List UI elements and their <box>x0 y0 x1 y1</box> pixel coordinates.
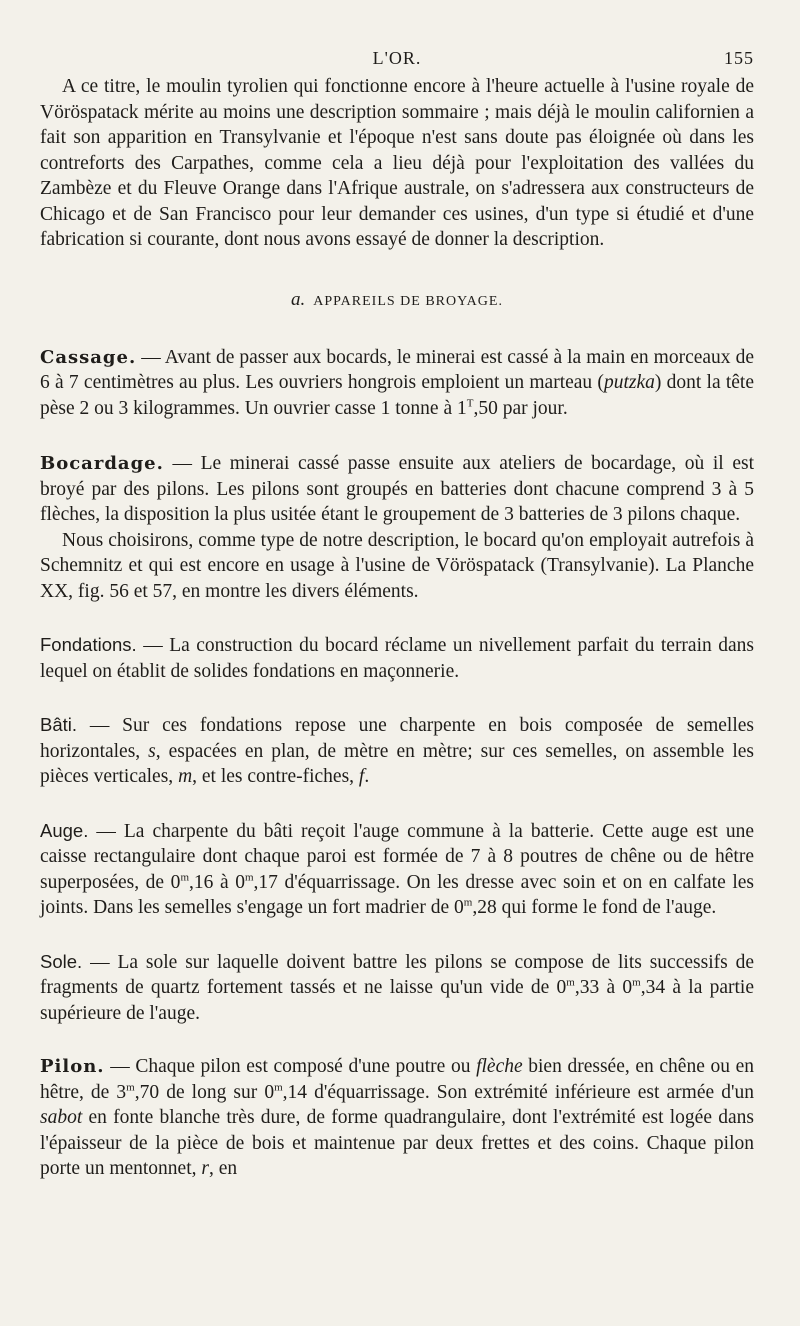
paragraph-cassage <box>40 345 754 422</box>
italic-letter: s <box>148 740 156 762</box>
auge-text: ,17 d'équarrissage. On les dresse avec soin et on en calfate les joints. Dans les semelles s'engage un fort madrier de 0 <box>40 871 754 918</box>
superscript-tonne: T <box>466 397 474 409</box>
superscript-metre: m <box>566 976 575 989</box>
bati-text: , espacées en plan, de mètre en mètre; sur ces semelles, on assemble les pièces verticales, <box>40 740 754 787</box>
auge-text: — La charpente du bâti reçoit l'auge commune à la batterie. Cette auge est une caisse rectangulaire dont chaque paroi est formée de 7 à 8 poutres de chêne ou de hêtre superposées, de 0 <box>40 820 754 893</box>
running-head <box>40 44 754 74</box>
superscript-metre: m <box>632 976 641 989</box>
term-sole: Sole. <box>40 950 83 972</box>
sole-text: — La sole sur laquelle doivent battre les pilons se compose de lits successifs de fragments de quartz fortement tassés et ne laisse qu'un vide de 0 <box>40 951 754 998</box>
italic-fleche: flèche <box>476 1056 523 1077</box>
cassage-text: ) dont la tête pèse 2 ou 3 kilogrammes. Un ouvrier casse 1 tonne à 1 <box>40 372 754 419</box>
cassage-text: ,50 par jour. <box>473 397 568 419</box>
paragraph-sole <box>40 949 754 1027</box>
superscript-metre: m <box>180 871 189 883</box>
bati-text: — Sur ces fondations repose une charpente en bois composée de semelles horizontales, <box>40 715 754 762</box>
term-auge: Auge. <box>40 819 89 841</box>
term-fondations: Fondations. <box>40 634 137 655</box>
italic-sabot: sabot <box>40 1107 83 1128</box>
italic-putzka: putzka <box>603 372 655 393</box>
term-cassage: Cassage. <box>40 346 137 368</box>
page-number: 155 <box>724 48 754 68</box>
paragraph-fondations <box>40 632 754 684</box>
fondations-text: — La construction du bocard réclame un nivellement parfait du terrain dans lequel on établit de solides fondations en maçonnerie. <box>40 635 754 682</box>
intro-paragraph: A ce titre, le moulin tyrolien qui fonctionne encore à l'heure actuelle à l'usine royale de Vöröspatack mérite au moins une description sommaire ; mais déjà le moulin californien a fait son apparition en Transylvanie et l'époque n'est sans doute pas éloignée où dans les contreforts des Carpathes, comme cela a lieu déjà pour l'exploitation des vallées du Zambèze et du Fleuve Orange dans l'Afrique australe, on s'adressera aux constructeurs de Chicago et de San Francisco pour leur demander ces usines, d'un type si étudié et d'une fabrication si courante, dont nous avons essayé de donner la description. <box>40 76 754 250</box>
section-letter: a. <box>291 288 306 310</box>
sole-text: ,33 à 0 <box>574 977 633 998</box>
superscript-metre: m <box>126 1081 135 1093</box>
superscript-metre: m <box>244 871 254 883</box>
superscript-metre: m <box>274 1081 283 1093</box>
italic-letter: f <box>358 766 365 787</box>
italic-letter: m <box>178 766 193 787</box>
pilon-text: — Chaque pilon est composé d'une poutre ou <box>104 1056 477 1077</box>
paragraph-bocard-description: Nous choisirons, comme type de notre description, le bocard qu'on employait autrefois à Schemnitz et qui est encore en usage à l'usine de Vöröspatack (Transylvanie). La Planche XX, fig. 56 et 57, en montre les divers éléments. <box>40 529 754 602</box>
italic-letter: r <box>201 1158 209 1179</box>
pilon-text: ,70 de long sur 0 <box>134 1081 275 1103</box>
pilon-text: en fonte blanche très dure, de forme quadrangulaire, dont l'extrémité est logée dans l'épaisseur de la pièce de bois et maintenue par deux frettes et des coins. Chaque pilon porte un mentonnet, <box>40 1107 754 1179</box>
pilon-text: ,14 d'équarrissage. Son extrémité inférieure est armée d'un <box>282 1081 754 1103</box>
term-pilon: Pilon. <box>40 1056 105 1077</box>
paragraph-bati <box>40 712 754 790</box>
superscript-metre: m <box>463 896 473 909</box>
bocardage-text: — Le minerai cassé passe ensuite aux ateliers de bocardage, où il est broyé par des pilons. Les pilons sont groupés en batteries dont chacune comprend 3 à 5 flèches, la disposition la plus usitée étant le groupement de 3 batteries de 3 pilons chaque. <box>40 453 754 525</box>
running-title: L'OR. <box>372 48 422 68</box>
term-bati: Bâti. <box>40 714 78 735</box>
paragraph-bocardage <box>40 451 754 528</box>
bati-text: . <box>364 766 370 787</box>
section-heading <box>40 289 754 311</box>
paragraph-pilon <box>40 1054 754 1182</box>
term-bocardage: Bocardage. <box>40 453 164 474</box>
auge-text: ,16 à 0 <box>189 871 245 893</box>
paragraph-auge <box>40 818 754 921</box>
sole-text: ,34 à la partie supérieure de l'auge. <box>40 977 755 1024</box>
section-title: APPAREILS DE BROYAGE. <box>313 293 503 309</box>
auge-text: ,28 qui forme le fond de l'auge. <box>472 897 717 918</box>
pilon-text: , en <box>208 1158 238 1179</box>
bati-text: , et les contre-fiches, <box>192 766 359 787</box>
cassage-text: — Avant de passer aux bocards, le minerai est cassé à la main en morceaux de 6 à 7 centimètres au plus. Les ouvriers hongrois emploient un marteau ( <box>40 346 754 393</box>
pilon-text: bien dressée, en chêne ou en hêtre, de 3 <box>40 1056 754 1103</box>
